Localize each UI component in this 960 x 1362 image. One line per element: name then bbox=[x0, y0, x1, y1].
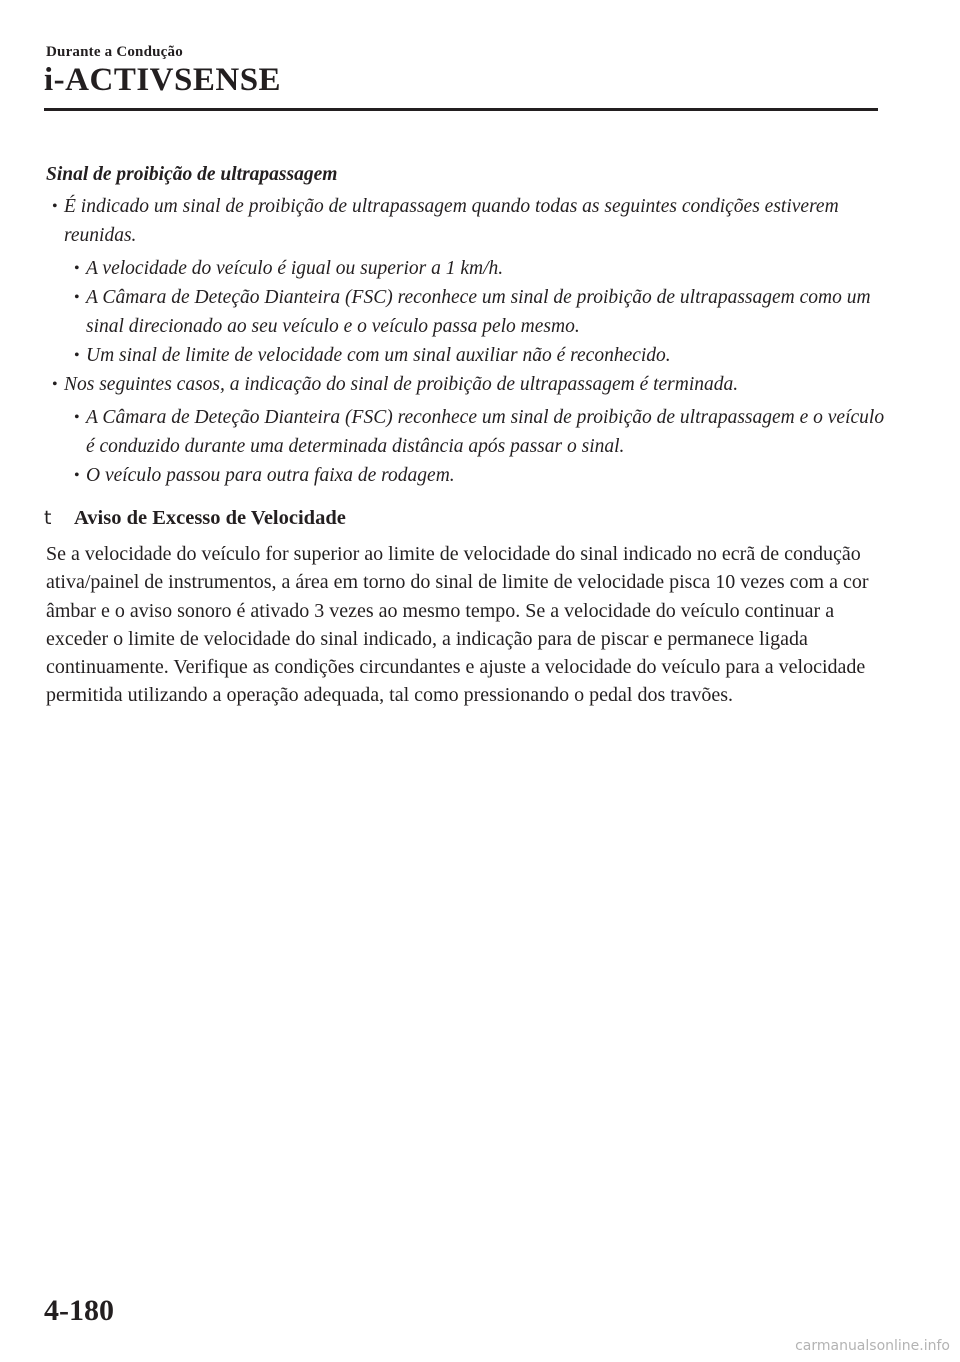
section-heading bbox=[46, 502, 886, 534]
bullet-icon: • bbox=[52, 376, 58, 393]
list-item-text: O veículo passou para outra faixa de rodagem. bbox=[86, 465, 455, 486]
bullet-icon: • bbox=[74, 289, 80, 306]
body-paragraph: Se a velocidade do veículo for superior ao limite de velocidade do sinal indicado no ecrã de condução ativa/painel de instrumentos, a área em torno do sinal de limite de velocidade pisca 10 vezes com a cor âmbar e o aviso sonoro é ativado 3 vezes ao mesmo tempo. Se a velocidade do veículo continuar a exceder o limite de velocidade do sinal indicado, a indicação para de piscar e permanece ligada continuamente. Verifique as condições circundantes e ajuste a velocidade do veículo para a velocidade permitida utilizando a operação adequada, tal como pressionando o pedal dos travões. bbox=[46, 543, 869, 707]
list-item-text: Nos seguintes casos, a indicação do sinal de proibição de ultrapassagem é terminada. bbox=[64, 374, 739, 395]
list-item bbox=[46, 254, 886, 283]
page-title: i-ACTIVSENSE bbox=[44, 62, 282, 98]
page-number: 4-180 bbox=[44, 1294, 114, 1327]
section-heading-text: Aviso de Excesso de Velocidade bbox=[74, 507, 346, 529]
chapter-label: Durante a Condução bbox=[46, 44, 183, 60]
list-item bbox=[46, 283, 886, 341]
bullet-icon: • bbox=[52, 198, 58, 215]
list-item-text: É indicado um sinal de proibição de ultrapassagem quando todas as seguintes condições estiverem reunidas. bbox=[64, 196, 839, 246]
bullet-icon: • bbox=[74, 347, 80, 364]
list-item-text: Um sinal de limite de velocidade com um sinal auxiliar não é reconhecido. bbox=[86, 345, 671, 366]
section-marker-icon: t bbox=[44, 507, 52, 529]
list-item-text: A Câmara de Deteção Dianteira (FSC) reconhece um sinal de proibição de ultrapassagem e o veículo é conduzido durante uma determinada distância após passar o sinal. bbox=[86, 407, 885, 457]
bullet-icon: • bbox=[74, 467, 80, 484]
list-item-text: A Câmara de Deteção Dianteira (FSC) reconhece um sinal de proibição de ultrapassagem como um sinal direcionado ao seu veículo e o veículo passa pelo mesmo. bbox=[86, 287, 871, 337]
list-item bbox=[46, 370, 886, 399]
list-item-text: A velocidade do veículo é igual ou superior a 1 km/h. bbox=[86, 258, 504, 279]
list-item bbox=[46, 461, 886, 490]
list-item bbox=[46, 403, 886, 461]
sub-heading: Sinal de proibição de ultrapassagem bbox=[46, 164, 338, 185]
list-item bbox=[46, 192, 886, 250]
bullet-icon: • bbox=[74, 409, 80, 426]
header-divider bbox=[44, 108, 878, 111]
bullet-icon: • bbox=[74, 260, 80, 277]
main-content bbox=[46, 160, 886, 710]
list-item bbox=[46, 341, 886, 370]
watermark: carmanualsonline.info bbox=[795, 1338, 950, 1354]
